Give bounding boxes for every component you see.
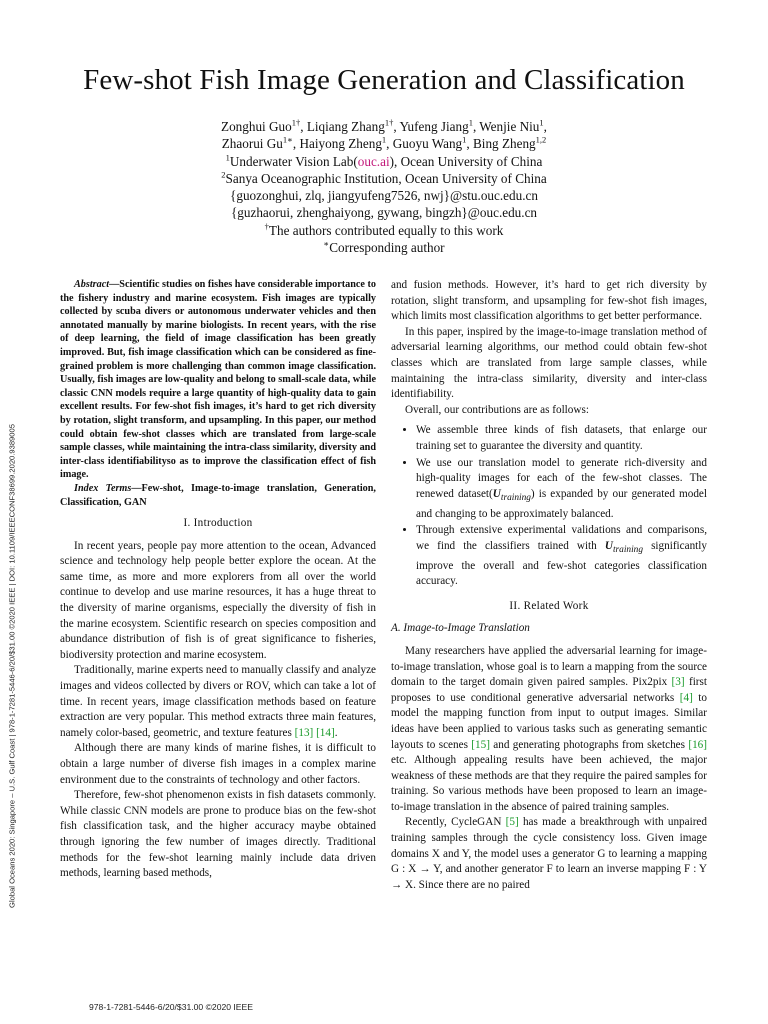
citation-link[interactable]: [5] [505, 816, 519, 829]
author-name: Haiyong Zheng [299, 136, 382, 152]
paragraph: Although there are many kinds of marine fishes, it is difficult to obtain a large number of diverse fish images in a complex marine environment due to the constraints of technology and other factors. [60, 742, 376, 786]
math-subscript: training [500, 492, 531, 503]
citation-link[interactable]: [3] [671, 676, 685, 689]
note-text: Corresponding author [329, 240, 445, 256]
affiliation-1 [100, 153, 668, 170]
paragraph: In recent years, people pay more attention to the ocean, Advanced science and technology help people better explore the ocean. At the same time, as more and more explorers from all over the world continue to develop and use marine resources, it has a huge threat to the diversity of marine organisms, especially the diversity of fish in the marine ecosystem. Scientific research on species composition and abundance distribution of fish is of great significance to fisheries, biodiversity protection and marine ecosystem. [60, 539, 376, 661]
author-sup: 1 [468, 117, 473, 128]
list-item-text: significantly improve the overall and few-shot categories classification accuracy. [416, 539, 707, 588]
math-symbol: U [604, 539, 613, 552]
author-sup: 1 [539, 117, 544, 128]
paragraph [391, 815, 707, 893]
email-line-1: {guozonghui, zlq, jiangyufeng7526, nwj}@stu.ouc.edu.cn [230, 188, 538, 204]
math-symbol: U [492, 487, 501, 500]
paragraph-text: to model the mapping function from input to output images. Similar ideas have been applied to various tasks such as generating semantic layouts to scenes [391, 691, 707, 751]
citation-link[interactable]: [4] [679, 691, 693, 704]
list-item-text: We use our translation model to generate rich-diversity and high-quality images for each of the few-shot classes. The renewed dataset( [416, 456, 707, 500]
page-footer: 978-1-7281-5446-6/20/$31.00 ©2020 IEEE [89, 1002, 254, 1012]
author-sup: 1 [462, 134, 467, 145]
paragraph-text: and generating photographs from sketches [489, 738, 689, 751]
author-sup: 1† [384, 117, 394, 128]
corresponding-note [100, 239, 668, 256]
citation-link[interactable]: [15] [471, 738, 490, 751]
list-item: • We assemble three kinds of fish datasets, that enlarge our training set to guarantee the diversity and quantity. [416, 423, 707, 454]
aff-text: Underwater Vision Lab( [229, 153, 358, 169]
index-terms [60, 482, 376, 509]
citation-link[interactable]: [16] [688, 738, 707, 751]
aff-sup: 1 [225, 152, 230, 163]
affiliation-2 [100, 170, 668, 187]
author-line-1: Zonghui Guo$^{1\dagger}$, Liqiang Zhang$^{1\dagger}$, Yufeng Jiang$^1$, Wenjie Niu$^1$, [221, 117, 547, 134]
paragraph-text: first proposes to use conditional generative adversarial networks [391, 676, 707, 704]
paragraph [391, 644, 707, 816]
author-name: Liqiang Zhang [306, 119, 385, 134]
author-line-2: Zhaorui $Gu^{1∗}$, Haiyong Zheng$^1$, Guoyu Wang$^1$, Bing Zheng$^{1,2}$ [221, 134, 547, 152]
abstract [60, 278, 376, 482]
paragraph: Traditionally, marine experts need to manually classify and analyze images and videos collected by divers or ROV, which can take a lot of time. In recent years, image classification methods based on feature extraction are very popular. This method extracts three main features, namely color-based, geometric, and texture features [13] [14]. [60, 664, 376, 739]
index-terms-label: Index Terms [74, 482, 132, 494]
author-sup: 1∗ [282, 134, 293, 145]
contributions-list [391, 423, 707, 589]
paragraph: Overall, our contributions are as follows: [405, 403, 589, 416]
left-column [60, 278, 376, 882]
aff-text: ), Ocean University of China [389, 153, 543, 169]
paragraph-text: etc. Although appealing results have been achieved, the major weakness of these methods are that they require the paired samples for training. So various methods have been proposed to learn an image-to-image translation in the absence of paired training samples. [391, 754, 707, 813]
author-block [100, 118, 668, 256]
lab-link[interactable]: ouc.ai [357, 153, 390, 169]
author-sup: 1 [381, 134, 387, 145]
paper-title: Few-shot Fish Image Generation and Classification [83, 64, 685, 96]
note-sup: ∗ [323, 238, 330, 249]
equal-contribution-note [100, 222, 668, 239]
aff-text: Sanya Oceanographic Institution, Ocean University of China [225, 170, 547, 186]
author-sup: 1† [291, 117, 301, 128]
paragraph-text: Many researchers have applied the adversarial learning for image-to-image translation, whose goal is to learn a mapping from the source domain to the target domain given paired samples. Pix2pix [391, 644, 707, 689]
paragraph-text: Recently, CycleGAN [405, 816, 506, 829]
note-sup: † [264, 221, 269, 232]
list-item-text: Through extensive experimental validations and comparisons, we find the classifiers trained with [416, 524, 707, 552]
section-heading-related-work: II. Related Work [509, 599, 589, 612]
sidebar-citation [5, 352, 19, 980]
math-subscript: training [612, 544, 643, 555]
paragraph-text: has made a breakthrough with unpaired training samples through the cycle consistency loss. Given image domains X and Y, the model uses a generator G to learning a mapping G : X → Y, and another generator F to learn an inverse mapping F : Y → X. Since there are no paired [391, 816, 707, 891]
author-name: Yufeng Jiang [399, 119, 469, 134]
section-heading-introduction: I. Introduction [183, 517, 253, 530]
author-name: Wenjie Niu [479, 119, 540, 134]
paragraph: In this paper, inspired by the image-to-image translation method of adversarial learning algorithms, our method could obtain few-shot classes which are translated from large sample classes, while maintaining the intra-class similarity, diversity and inter-class identifiability. [391, 325, 707, 401]
paragraph-text: Traditionally, marine experts need to manually classify and analyze images and videos collected by divers or ROV, which can take a lot of time. In recent years, image classification methods based on feature extraction are very popular. This method extracts three main features, namely color-based, geometric, and texture features [60, 664, 376, 739]
author-name: Zonghui Guo [221, 119, 292, 134]
list-item-text: ) is expanded by our generated model and changing to be approximately balanced. [416, 487, 707, 520]
list-item [416, 523, 707, 590]
author-name: Bing Zheng [473, 136, 536, 152]
paragraph: Therefore, few-shot phenomenon exists in fish datasets commonly. While classic CNN models are prone to produce bias on the few-shot fish classification task, and the higher accuracy maybe obtained through ignoring the few number of images directly. Traditional methods for the few-shot learning mainly include data driven methods, learning based methods, [60, 789, 376, 880]
paragraph: and fusion methods. However, it’s hard to get rich diversity by rotation, slight transform, and upsampling for few-shot fish images, which limits most classification algorithms to get better performance. [391, 279, 707, 323]
citation-link[interactable]: [14] [316, 726, 335, 739]
sidebar-text: Global Oceans 2020: Singapore – U.S. Gulf Coast | 978-1-7281-5446-6/20/$31.00 ©2020 IEEE | DOI: 10.1109/IEEECONF38699.2020.9389005 [7, 424, 17, 908]
abstract-label: Abstract [74, 279, 110, 290]
abstract-text: —Scientific studies on fishes have considerable importance to the fishery industry and marine ecosystem. Fish images are typically collected by scuba divers or autonomous underwater vehicles and then annotated manually by marine biologists. In recent years, with the rise of deep learning, the field of image classification has been greatly improved. But, fish image classification which can be considered as fine-grained problem is more challenging than common image classification. Usually, fish images are low-quality and belong to small-scale data, while classic CNN models require a large quantity of high-quality data to gain excellent results. For few-shot fish images, it’s hard to get rich diversity by rotation, slight transform, and upsampling. In this paper, our method could obtain few-shot classes which are translated from large-scale sample classes, while maintaining the intra-class similarity, diversity and inter-class identifiabilityso as to improve the classification effect of fish image. [60, 279, 376, 481]
note-text: The authors contributed equally to this work [268, 222, 504, 238]
citation-link[interactable]: [13] [294, 726, 314, 739]
author-name: Zhaorui Gu [221, 136, 283, 152]
author-sup: 1,2 [535, 134, 547, 145]
right-column [391, 278, 707, 893]
subsection-heading: A. Image-to-Image Translation [391, 622, 530, 635]
list-item [416, 456, 707, 523]
author-name: Guoyu Wang [392, 136, 463, 152]
index-terms-text: —Few-shot, Image-to-image translation, Generation, Classification, GAN [60, 482, 376, 508]
aff-sup: 2 [221, 169, 226, 180]
email-line-2: {guzhaorui, zhenghaiyong, gywang, bingzh}@ouc.edu.cn [230, 205, 538, 221]
